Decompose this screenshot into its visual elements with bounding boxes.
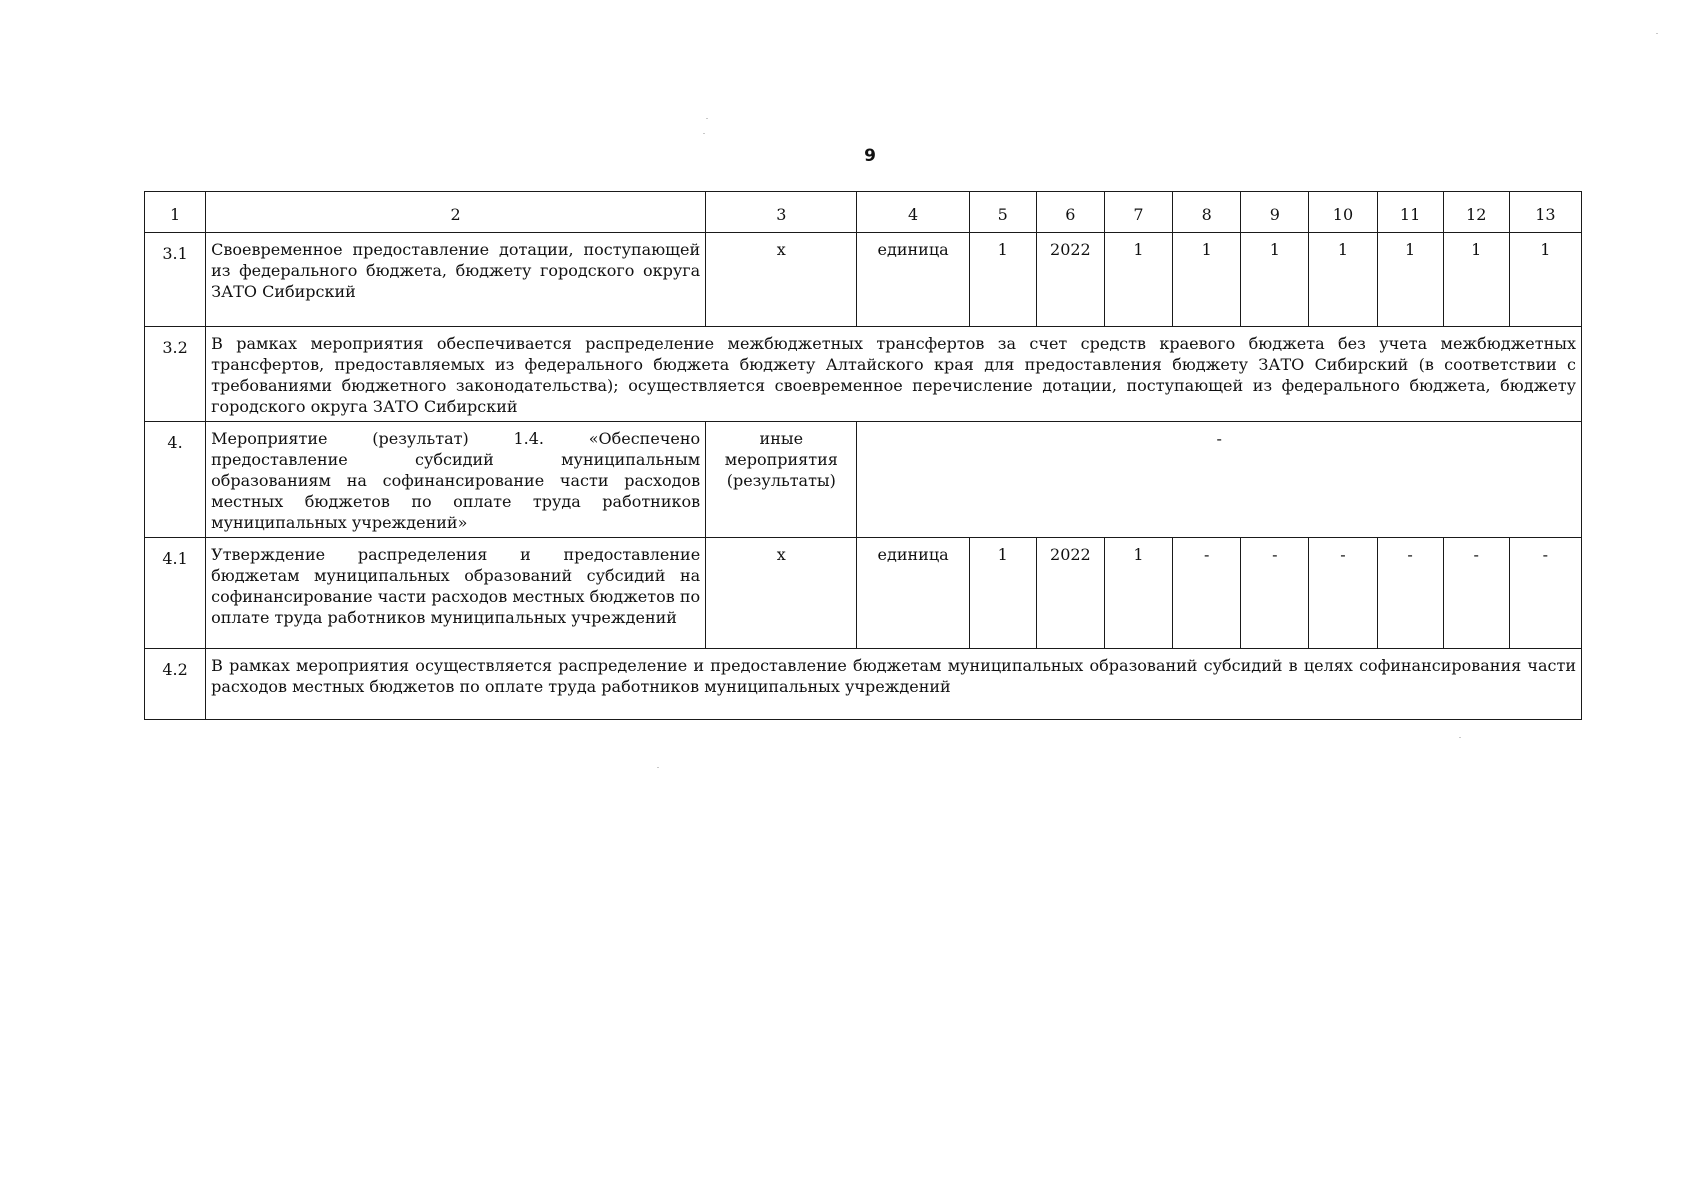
header-cell: 7 (1104, 192, 1172, 233)
cell-col9: - (1241, 538, 1309, 649)
cell-col5: 1 (969, 538, 1036, 649)
row-number: 4.1 (145, 538, 206, 649)
cell-col12: 1 (1443, 233, 1509, 327)
cell-col10: 1 (1309, 233, 1377, 327)
cell-col6: 2022 (1036, 233, 1104, 327)
table-row (145, 422, 1582, 538)
scan-speck (703, 133, 705, 134)
header-cell: 9 (1241, 192, 1309, 233)
cell-col10: - (1309, 538, 1377, 649)
cell-col7: 1 (1104, 538, 1172, 649)
cell-col4: единица (857, 538, 969, 649)
row-number: 4.2 (145, 649, 206, 720)
table-row (145, 233, 1582, 327)
scan-speck (1459, 737, 1461, 738)
scan-speck (657, 767, 659, 768)
header-cell: 1 (145, 192, 206, 233)
header-cell: 2 (206, 192, 706, 233)
row-description: Своевременное предоставление дотации, поступающей из федерального бюджета, бюджету городского округа ЗАТО Сибирский (206, 233, 706, 327)
indicators-table (144, 191, 1582, 720)
header-cell: 6 (1036, 192, 1104, 233)
cell-col3: х (706, 233, 857, 327)
cell-col8: 1 (1173, 233, 1241, 327)
table-row (145, 327, 1582, 422)
cell-col3: иные мероприятия (результаты) (706, 422, 857, 538)
cell-col8: - (1173, 538, 1241, 649)
header-cell: 8 (1173, 192, 1241, 233)
page-number: 9 (864, 146, 876, 166)
header-cell: 10 (1309, 192, 1377, 233)
row-description: В рамках мероприятия обеспечивается распределение межбюджетных трансфертов за счет средств краевого бюджета без учета межбюджетных трансфертов, предоставляемых из федерального бюджета бюджету Алтайского края для предоставления бюджету ЗАТО Сибирский (в соответствии с требованиями бюджетного законодательства); осуществляется своевременное перечисление дотации, поступающей из федерального бюджета, бюджету городского округа ЗАТО Сибирский (206, 327, 1582, 422)
row-description: В рамках мероприятия осуществляется распределение и предоставление бюджетам муниципальных образований субсидий в целях софинансирования части расходов местных бюджетов по оплате труда работников муниципальных учреждений (206, 649, 1582, 720)
scan-speck (1656, 33, 1658, 34)
scan-speck (706, 118, 708, 119)
cell-col5: 1 (969, 233, 1036, 327)
cell-col13: - (1509, 538, 1581, 649)
table-row (145, 649, 1582, 720)
row-description: Утверждение распределения и предоставление бюджетам муниципальных образований субсидий на софинансирование части расходов местных бюджетов по оплате труда работников муниципальных учреждений (206, 538, 706, 649)
cell-col3: х (706, 538, 857, 649)
row-number: 3.1 (145, 233, 206, 327)
table-header-row (145, 192, 1582, 233)
header-cell: 3 (706, 192, 857, 233)
cell-col6: 2022 (1036, 538, 1104, 649)
row-description: Мероприятие (результат) 1.4. «Обеспечено предоставление субсидий муниципальным образованиям на софинансирование части расходов местных бюджетов по оплате труда работников муниципальных учреждений» (206, 422, 706, 538)
row-number: 3.2 (145, 327, 206, 422)
cell-col11: 1 (1377, 233, 1443, 327)
header-cell: 13 (1509, 192, 1581, 233)
header-cell: 5 (969, 192, 1036, 233)
header-cell: 12 (1443, 192, 1509, 233)
row-number: 4. (145, 422, 206, 538)
header-cell: 11 (1377, 192, 1443, 233)
cell-col11: - (1377, 538, 1443, 649)
cell-col9: 1 (1241, 233, 1309, 327)
table-row (145, 538, 1582, 649)
header-cell: 4 (857, 192, 969, 233)
cell-col13: 1 (1509, 233, 1581, 327)
cell-col4: единица (857, 233, 969, 327)
cell-col12: - (1443, 538, 1509, 649)
cell-col7: 1 (1104, 233, 1172, 327)
merged-value-cell: - (857, 422, 1582, 538)
